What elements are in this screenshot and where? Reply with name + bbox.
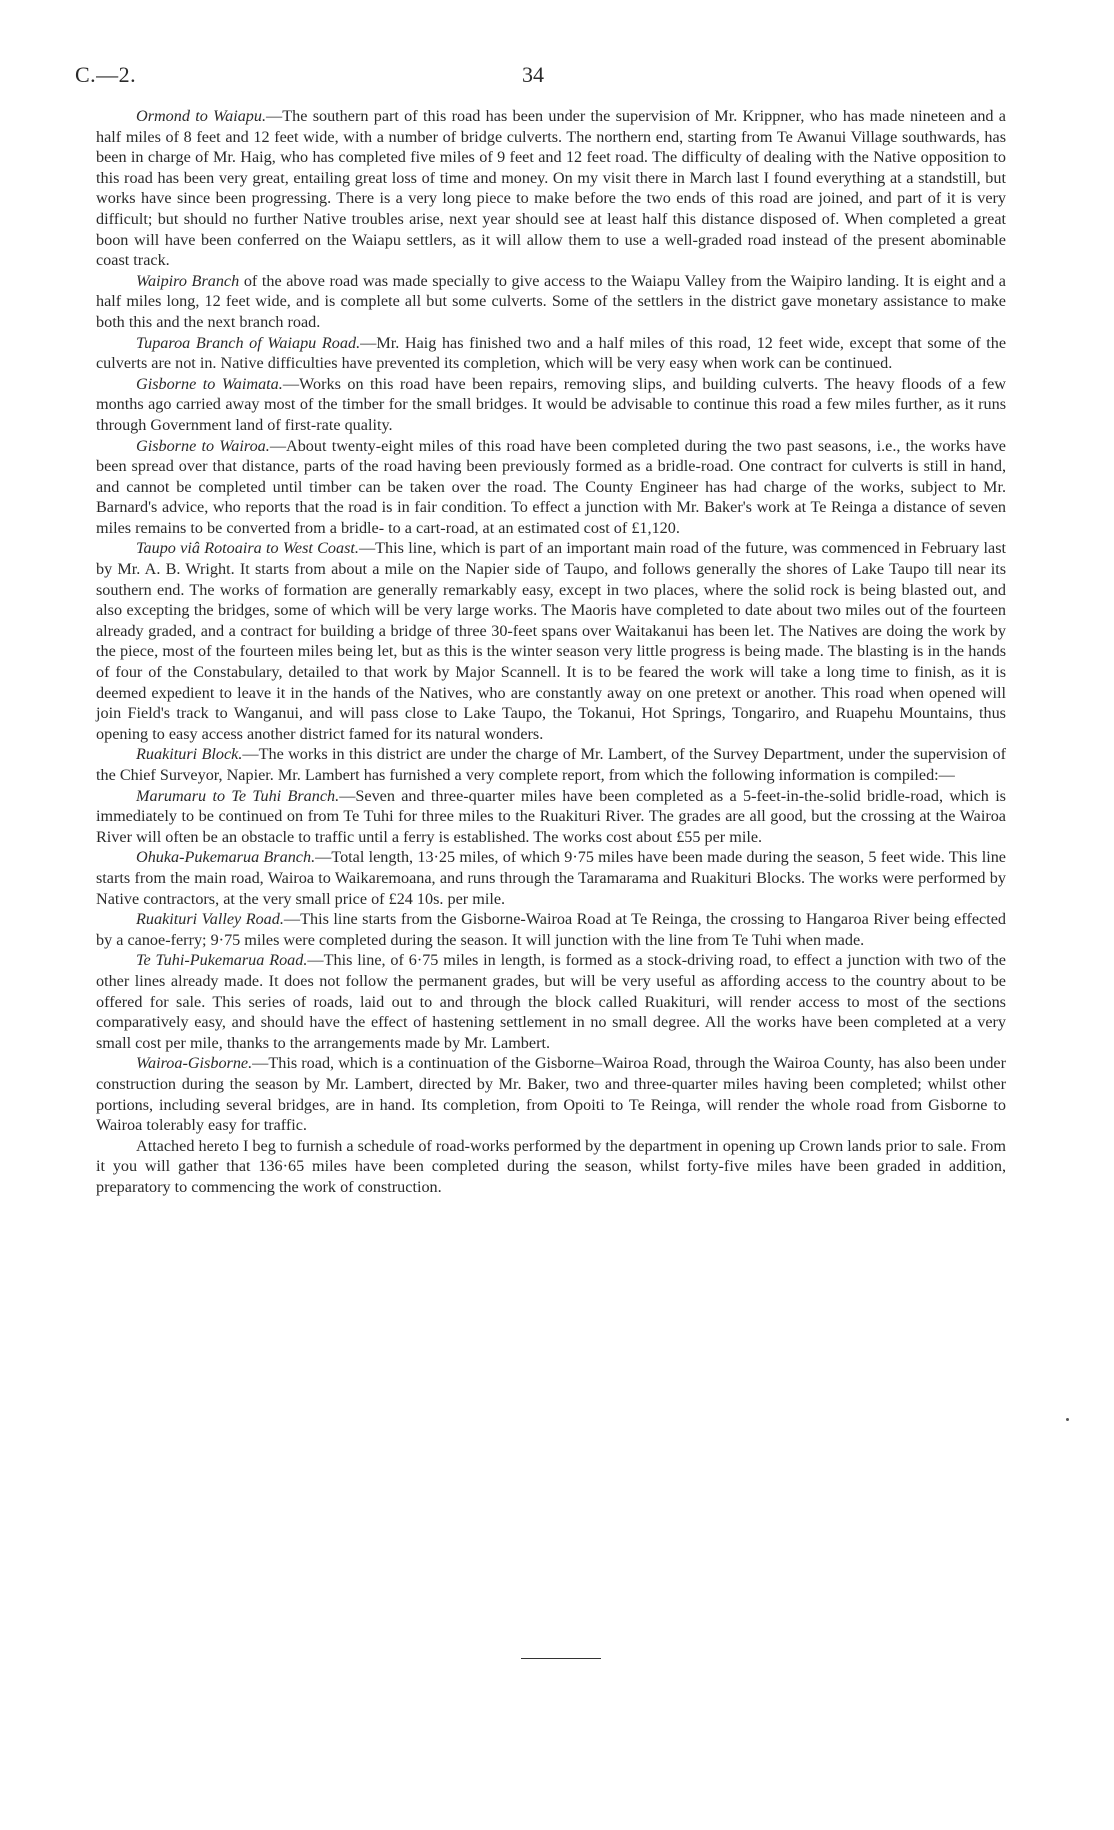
section-heading: Tuparoa Branch of Waiapu Road. — [136, 333, 361, 352]
paragraph-text: This line starts from the Gisborne-Wairoa Road at Te Reinga, the crossing to Hangaroa River being effected by a canoe-ferry; 9·75 miles were completed during the season. It will junction with the line from Te Tuhi when made. — [96, 910, 1006, 949]
paragraph-wairoa-gisborne: Wairoa-Gisborne.—This road, which is a continuation of the Gisborne–Wairoa Road, through the Wairoa County, has also been under construction during the season by Mr. Lambert, directed by Mr. Baker, two and three-quarter miles having been completed; whilst other portions, including several bridges, are in hand. Its completion, from Opoiti to Te Reinga, will render the whole road from Gisborne to Wairoa tolerably easy for traffic. — [96, 1054, 1006, 1135]
page-header — [0, 62, 1114, 92]
paragraph-ruakituri-block: Ruakituri Block.—The works in this district are under the charge of Mr. Lambert, of the Survey Department, under the supervision of the Chief Surveyor, Napier. Mr. Lambert has furnished a very complete report, from which the following information is compiled:— — [96, 745, 1006, 784]
paragraph-te-tuhi-pukemarua: Te Tuhi-Pukemarua Road.—This line, of 6·75 miles in length, is formed as a stock-driving road, to effect a junction with two of the other lines already made. It does not follow the permanent grades, but will be very useful as affording access to the country about to be offered for sale. This series of roads, laid out to and through the block called Ruakituri, will render access to most of the sections comparatively easy, and should have the effect of hastening settlement in no small degree. All the works have been completed at a very small cost per mile, thanks to the arrangements made by Mr. Lambert. — [96, 951, 1006, 1052]
section-heading: Taupo viâ Rotoaira to West Coast. — [136, 539, 359, 558]
section-heading: Te Tuhi-Pukemarua Road. — [136, 951, 308, 970]
paragraph-taupo-west-coast: Taupo viâ Rotoaira to West Coast.—This line, which is part of an important main road of the future, was commenced in February last by Mr. A. B. Wright. It starts from about a mile on the Napier side of Taupo, and follows generally the shores of Lake Taupo till near its southern end. The works of formation are generally remarkably easy, except in two places, where the solid rock is being blasted out, and also excepting the bridges, some of which will be very large works. The Maoris have completed to date about two miles out of the fourteen already graded, and a contract for building a bridge of three 30-feet spans over Waitakanui has been let. The Natives are doing the work by the piece, most of the fourteen miles being let, but as this is the winter season very little progress is being made. The blasting is in the hands of four of the Constabulary, detailed to that work by Major Scannell. It is to be feared the work will take a long time to finish, as it is deemed expedient to leave it in the hands of the Natives, who are constantly away on one pretext or another. This road when opened will join Field's track to Wanganui, and will pass close to Lake Taupo, the Tokanui, Hot Springs, Tongariro, and Ruapehu Mountains, thus opening to easy access another district famed for its natural wonders. — [96, 539, 1007, 743]
section-heading: Ormond to Waiapu. — [136, 107, 267, 125]
section-heading: Ohuka-Pukemarua Branch. — [136, 848, 316, 867]
document-reference: C.—2. — [75, 62, 137, 87]
paragraph-marumaru-te-tuhi: Marumaru to Te Tuhi Branch.—Seven and three-quarter miles have been completed as a 5-feet-in-the-solid bridle-road, which is immediately to be continued on from Te Tuhi for three miles to the Ruakituri River. The grades are all good, but the crossing at the Wairoa River will often be an obstacle to traffic until a ferry is established. The works cost about £55 per mile. — [96, 786, 1006, 846]
paragraph-ohuka-pukemarua: Ohuka-Pukemarua Branch.—Total length, 13·25 miles, of which 9·75 miles have been made during the season, 5 feet wide. This line starts from the main road, Wairoa to Waikaremoana, and runs through the Taramarama and Ruakituri Blocks. The works were performed by Native contractors, at the very small price of £24 10s. per mile. — [96, 848, 1006, 908]
paragraph-text: The southern part of this road has been under the supervision of Mr. Krippner, who has made nineteen and a half miles of 8 feet and 12 feet wide, with a number of bridge culverts. The northern end, starting from Te Awanui Village southwards, has been in charge of Mr. Haig, who has completed five miles of 9 feet and 12 feet road. The difficulty of dealing with the Native opposition to this road has been very great, entailing great loss of time and money. On my visit there in March last I found everything at a standstill, but works have since been progressing. There is a very long piece to make before the two ends of this road are joined, and part of it is very difficult; but should no further Native troubles arise, next year should see at least half this distance disposed of. When completed a great boon will have been conferred on the Waiapu settlers, as it will allow them to use a well-graded road instead of the present abominable coast track. — [96, 107, 1006, 270]
section-heading: Gisborne to Waimata. — [136, 374, 283, 393]
paragraph-text: This road, which is a continuation of the Gisborne–Wairoa Road, through the Wairoa County, has also been under construction during the season by Mr. Lambert, directed by Mr. Baker, two and three-quarter miles having been completed; whilst other portions, including several bridges, are in hand. Its completion, from Opoiti to Te Reinga, will render the whole road from Gisborne to Wairoa tolerably easy for traffic. — [96, 1054, 1006, 1135]
paragraph-ormond-waiapu: Ormond to Waiapu.—The southern part of this road has been under the supervision of Mr. Krippner, who has made nineteen and a half miles of 8 feet and 12 feet wide, with a number of bridge culverts. The northern end, starting from Te Awanui Village southwards, has been in charge of Mr. Haig, who has completed five miles of 9 feet and 12 feet road. The difficulty of dealing with the Native opposition to this road has been very great, entailing great loss of time and money. On my visit there in March last I found everything at a standstill, but works have since been progressing. There is a very long piece to make before the two ends of this road are joined, and part of it is very difficult; but should no further Native troubles arise, next year should see at least half this distance disposed of. When completed a great boon will have been conferred on the Waiapu settlers, as it will allow them to use a well-graded road instead of the present abominable coast track. — [96, 107, 1006, 270]
page-number: 34 — [522, 62, 544, 87]
paragraph-text: Mr. Haig has finished two and a half miles of this road, 12 feet wide, except that some of the culverts are not in. Native difficulties have prevented its completion, which will be very easy when work can be continued. — [96, 333, 1007, 373]
closing-rule — [521, 1658, 601, 1659]
section-heading: Ruakituri Valley Road. — [136, 910, 284, 929]
paragraph-text: Seven and three-quarter miles have been completed as a 5-feet-in-the-solid bridle-road, which is immediately to be continued on from Te Tuhi for three miles to the Ruakituri River. The grades are all good, but the crossing at the Wairoa River will often be an obstacle to traffic until a ferry is established. The works cost about £55 per mile. — [96, 786, 1006, 846]
paragraph-gisborne-wairoa: Gisborne to Wairoa.—About twenty-eight miles of this road have been completed during the two past seasons, i.e., the works have been spread over that distance, parts of the road having been previously formed as a bridle-road. One contract for culverts is still in hand, and cannot be completed until timber can be taken over the road. The County Engineer has had charge of the works, subject to Mr. Barnard's advice, who reports that the road is in fair condition. To effect a junction with Mr. Baker's work at Te Reinga a distance of seven miles remains to be converted from a bridle- to a cart-road, at an estimated cost of £1,120. — [96, 436, 1006, 537]
paragraph-waipiro-branch — [96, 271, 1006, 333]
section-heading: Gisborne to Wairoa. — [136, 436, 270, 455]
section-heading: Wairoa-Gisborne. — [136, 1054, 253, 1073]
paragraph-text: About twenty-eight miles of this road have been completed during the two past seasons, i.e., the works have been spread over that distance, parts of the road having been previously formed as a bridle-road. One contract for culverts is still in hand, and cannot be completed until timber can be taken over the road. The County Engineer has had charge of the works, subject to Mr. Barnard's advice, who reports that the road is in fair condition. To effect a junction with Mr. Baker's work at Te Reinga a distance of seven miles remains to be converted from a bridle- to a cart-road, at an estimated cost of £1,120. — [96, 436, 1006, 537]
paragraph-text: of the above road was made specially to give access to the Waiapu Valley from the Waipiro landing. It is eight and a half miles long, 12 feet wide, and is complete all but some culverts. Some of the settlers in the district gave monetary assistance to make both this and the next branch road. — [96, 271, 1006, 331]
section-heading: Marumaru to Te Tuhi Branch. — [136, 786, 340, 805]
paragraph-text: Total length, 13·25 miles, of which 9·75 miles have been made during the season, 5 feet wide. This line starts from the main road, Wairoa to Waikaremoana, and runs through the Taramarama and Ruakituri Blocks. The works were performed by Native contractors, at the very small price of £24 10s. per mile. — [96, 848, 1006, 908]
margin-speck — [1066, 1418, 1069, 1421]
paragraph-text: The works in this district are under the charge of Mr. Lambert, of the Survey Department, under the supervision of the Chief Surveyor, Napier. Mr. Lambert has furnished a very complete report, from which the following information is compiled:— — [96, 745, 1006, 784]
paragraph-text: This line, which is part of an important main road of the future, was commenced in February last by Mr. A. B. Wright. It starts from about a mile on the Napier side of Taupo, and follows generally the shores of Lake Taupo till near its southern end. The works of formation are generally remarkably easy, except in two places, where the solid rock is being blasted out, and also excepting the bridges, some of which will be very large works. The Maoris have completed to date about two miles out of the fourteen already graded, and a contract for building a bridge of three 30-feet spans over Waitakanui has been let. The Natives are doing the work by the piece, most of the fourteen miles being let, but as this is the winter season very little progress is being made. The blasting is in the hands of four of the Constabulary, detailed to that work by Major Scannell. It is to be feared the work will take a long time to finish, as it is deemed expedient to leave it in the hands of the Natives, who are constantly away on one pretext or another. This road when opened will join Field's track to Wanganui, and will pass close to Lake Taupo, the Tokanui, Hot Springs, Tongariro, and Ruapehu Mountains, thus opening to easy access another district famed for its natural wonders. — [96, 539, 1007, 743]
paragraph-ruakituri-valley: Ruakituri Valley Road.—This line starts from the Gisborne-Wairoa Road at Te Reinga, the crossing to Hangaroa River being effected by a canoe-ferry; 9·75 miles were completed during the season. It will junction with the line from Te Tuhi when made. — [96, 910, 1006, 949]
paragraph-tuparoa-branch: Tuparoa Branch of Waiapu Road.—Mr. Haig has finished two and a half miles of this road, 12 feet wide, except that some of the culverts are not in. Native difficulties have prevented its completion, which will be very easy when work can be continued. — [96, 333, 1007, 373]
paragraph-gisborne-waimata: Gisborne to Waimata.—Works on this road have been repairs, removing slips, and building culverts. The heavy floods of a few months ago carried away most of the timber for the small bridges. It would be advisable to continue this road a few miles further, as it runs through Government land of first-rate quality. — [96, 374, 1006, 434]
report-body — [96, 106, 1006, 1197]
paragraph-text: Works on this road have been repairs, removing slips, and building culverts. The heavy floods of a few months ago carried away most of the timber for the small bridges. It would be advisable to continue this road a few miles further, as it runs through Government land of first-rate quality. — [96, 374, 1006, 434]
section-heading: Ruakituri Block. — [136, 745, 243, 764]
paragraph-text: Attached hereto I beg to furnish a schedule of road-works performed by the department in opening up Crown lands prior to sale. From it you will gather that 136·65 miles have been completed during the season, whilst forty-five miles have been graded in addition, preparatory to commencing the work of construction. — [96, 1136, 1006, 1196]
section-heading: Waipiro Branch — [136, 271, 240, 290]
paragraph-schedule-summary — [96, 1136, 1006, 1198]
paragraph-text: This line, of 6·75 miles in length, is formed as a stock-driving road, to effect a junction with two of the other lines already made. It does not follow the permanent grades, but will be very useful as affording access to the country about to be offered for sale. This series of roads, laid out to and through the block called Ruakituri, will render access to most of the sections comparatively easy, and should have the effect of hastening settlement in no small degree. All the works have been completed at a very small cost per mile, thanks to the arrangements made by Mr. Lambert. — [96, 951, 1006, 1052]
